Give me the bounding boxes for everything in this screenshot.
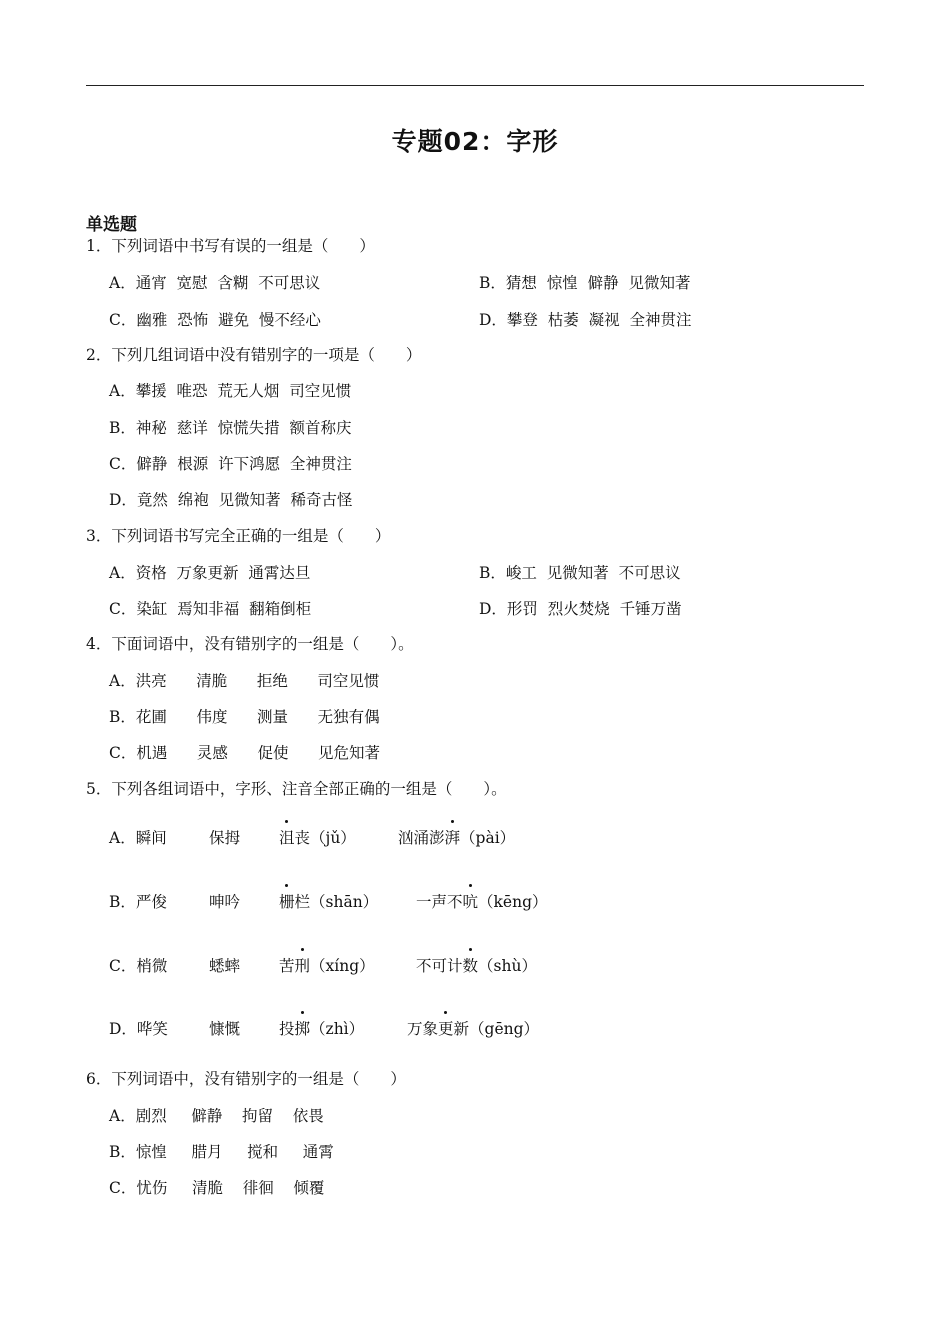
- question-5-option-c-word-1: C．梢微: [109, 957, 168, 975]
- question-4-option-b: B．花圃 伟度 测量 无独有偶: [109, 708, 380, 726]
- question-5-option-a-word-4: 汹涌澎湃（pài）: [398, 826, 515, 848]
- question-1-option-b: B．猜想 惊惶 僻静 见微知著: [479, 274, 691, 292]
- question-5-option-d-word-1: D．哗笑: [109, 1020, 168, 1038]
- question-6-option-c: C．忧伤 清脆 徘徊 倾覆: [109, 1179, 325, 1197]
- question-5-option-d-word-3: 投掷（zhì）: [279, 1017, 364, 1039]
- question-5-option-a-word-3: 沮丧（jǔ）: [279, 826, 356, 848]
- question-4-stem: 4．下面词语中，没有错别字的一组是（ ）。: [86, 635, 414, 653]
- question-3-option-a: A．资格 万象更新 通霄达旦: [109, 564, 311, 582]
- question-5-stem: 5．下列各组词语中，字形、注音全部正确的一组是（ ）。: [86, 780, 507, 798]
- emphasis-dot-char: 掷: [295, 1017, 311, 1039]
- question-5-option-d-word-4: 万象更新（gēng）: [407, 1017, 539, 1039]
- page-title: 专题02：字形: [391, 127, 559, 156]
- header-rule: [86, 85, 864, 86]
- emphasis-dot-char: 更: [438, 1017, 454, 1039]
- emphasis-dot-char: 刑: [295, 954, 311, 976]
- question-6-option-a: A．剧烈 僻静 拘留 依畏: [109, 1107, 324, 1125]
- question-3-stem: 3．下列词语书写完全正确的一组是（ ）: [86, 527, 391, 545]
- question-1-option-c: C．幽雅 恐怖 避免 慢不经心: [109, 311, 321, 329]
- question-1-stem: 1．下列词语中书写有误的一组是（ ）: [86, 237, 375, 255]
- question-2-option-b: B．神秘 慈详 惊慌失措 额首称庆: [109, 419, 352, 437]
- question-2-stem: 2．下列几组词语中没有错别字的一项是（ ）: [86, 346, 422, 364]
- question-5-option-b-word-2: 呻吟: [209, 893, 241, 911]
- question-5-option-c-word-3: 苦刑（xíng）: [279, 954, 375, 976]
- question-5-option-b-word-3: 栅栏（shān）: [279, 890, 378, 912]
- question-1-option-d: D．攀登 枯萎 凝视 全神贯注: [479, 311, 692, 329]
- emphasis-dot-char: 吭: [463, 890, 479, 912]
- question-2-option-a: A．攀援 唯恐 荒无人烟 司空见惯: [109, 382, 352, 400]
- question-1-option-a: A．通宵 宽慰 含糊 不可思议: [109, 274, 321, 292]
- question-4-option-c: C．机遇 灵感 促使 见危知著: [109, 744, 381, 762]
- question-5-option-a-word-2: 保拇: [209, 829, 241, 847]
- question-5-option-a-word-1: A．瞬间: [109, 829, 167, 847]
- question-2-option-c: C．僻静 根源 许下鸿愿 全神贯注: [109, 455, 352, 473]
- question-5-option-d-word-2: 慷慨: [209, 1020, 241, 1038]
- question-5-option-b-word-4: 一声不吭（kēng）: [416, 890, 548, 912]
- question-3-option-d: D．形罚 烈火焚烧 千锤万凿: [479, 600, 682, 618]
- question-5-option-c-word-4: 不可计数（shù）: [416, 954, 537, 976]
- emphasis-dot-char: 栅: [279, 890, 295, 912]
- question-6-stem: 6．下列词语中，没有错别字的一组是（ ）: [86, 1070, 406, 1088]
- question-5-option-b-word-1: B．严俊: [109, 893, 167, 911]
- question-5-option-c-word-2: 蟋蟀: [209, 957, 241, 975]
- emphasis-dot-char: 数: [463, 954, 479, 976]
- question-2-option-d: D．竟然 绵袍 见微知著 稀奇古怪: [109, 491, 353, 509]
- question-3-option-b: B．峻工 见微知著 不可思议: [479, 564, 681, 582]
- question-4-option-a: A．洪亮 清脆 拒绝 司空见惯: [109, 672, 380, 690]
- emphasis-dot-char: 沮: [279, 826, 295, 848]
- question-6-option-b: B．惊惶 腊月 搅和 通霄: [109, 1143, 334, 1161]
- emphasis-dot-char: 湃: [445, 826, 461, 848]
- section-heading: 单选题: [86, 215, 137, 235]
- question-3-option-c: C．染缸 焉知非福 翻箱倒柜: [109, 600, 312, 618]
